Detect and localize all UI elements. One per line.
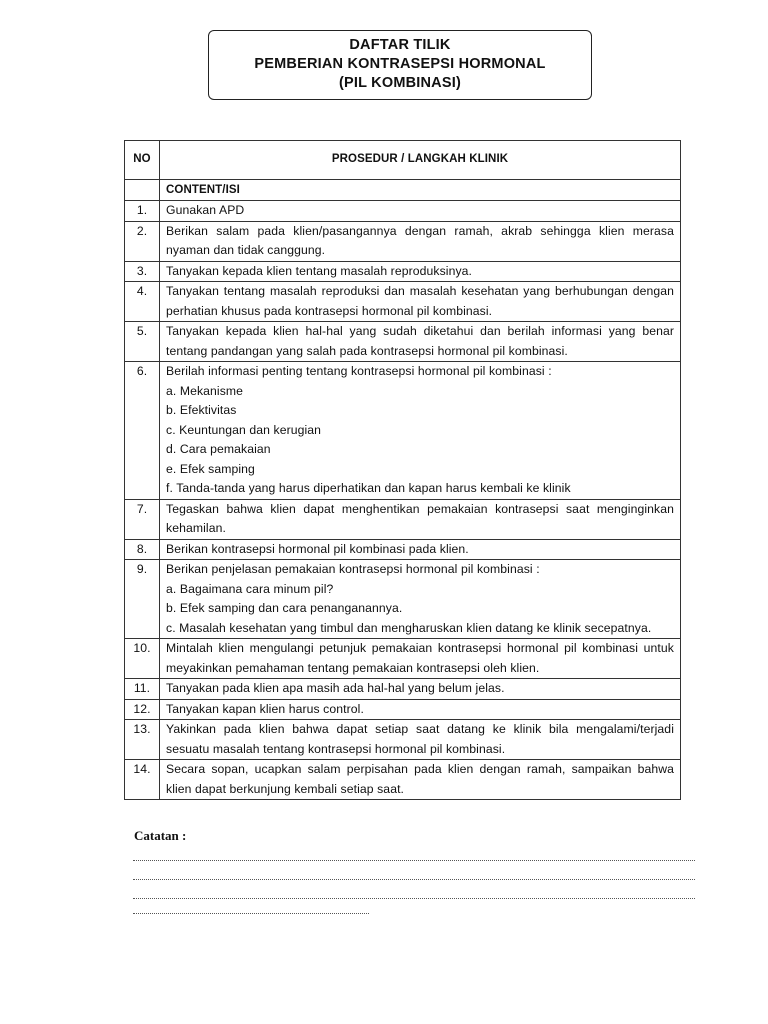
row-number: 8. — [125, 539, 160, 560]
procedure-text: Berikan kontrasepsi hormonal pil kombinasi pada klien. — [166, 541, 469, 556]
table-row — [125, 282, 681, 322]
row-procedure — [160, 679, 681, 700]
notes-line-4 — [133, 913, 369, 914]
procedure-text: Tanyakan kepada klien hal-hal yang sudah diketahui dan berilah informasi yang benar tentang pandangan yang salah pada kontrasepsi hormonal pil kombinasi. — [166, 324, 674, 358]
title-line-2: PEMBERIAN KONTRASEPSI HORMONAL — [254, 56, 546, 72]
procedure-subitem: b. Efektivitas — [166, 403, 237, 417]
row-number: 14. — [125, 760, 160, 800]
row-number: 12. — [125, 699, 160, 720]
procedure-subitem: a. Mekanisme — [166, 383, 244, 398]
procedure-text: Tanyakan pada klien apa masih ada hal-hal yang belum jelas. — [166, 681, 505, 695]
notes-label: Catatan : — [134, 828, 187, 843]
procedure-text: Tegaskan bahwa klien dapat menghentikan pemakaian kontrasepsi saat menginginkan kehamilan. — [166, 501, 674, 535]
table-row — [125, 201, 681, 222]
row-procedure — [160, 221, 681, 261]
row-procedure — [160, 261, 681, 282]
row-procedure — [160, 720, 681, 760]
notes-line-3 — [133, 898, 695, 899]
content-no-cell — [125, 180, 160, 201]
procedure-text: Berilah informasi penting tentang kontrasepsi hormonal pil kombinasi : — [166, 364, 552, 378]
table-row — [125, 322, 681, 362]
row-procedure — [160, 322, 681, 362]
procedure-text: Berikan salam pada klien/pasangannya dengan ramah, akrab sehingga klien merasa nyaman dan tidak canggung. — [166, 223, 674, 257]
document-title-box — [208, 30, 592, 100]
checklist-table — [124, 140, 681, 800]
procedure-subitem: e. Efek samping — [166, 461, 255, 476]
row-procedure — [160, 760, 681, 800]
row-number: 9. — [125, 560, 160, 639]
row-number: 5. — [125, 322, 160, 362]
procedure-text: Tanyakan kapan klien harus control. — [166, 701, 364, 716]
procedure-text: Tanyakan tentang masalah reproduksi dan masalah kesehatan yang berhubungan dengan perhatian khusus pada kontrasepsi hormonal pil kombinasi. — [166, 284, 674, 318]
procedure-text: Mintalah klien mengulangi petunjuk pemakaian kontrasepsi hormonal pil kombinasi untuk meyakinkan pemahaman tentang pemakaian kontrasepsi oleh klien. — [166, 641, 674, 675]
table-row — [125, 679, 681, 700]
table-row — [125, 362, 681, 500]
procedure-subitem: f. Tanda-tanda yang harus diperhatikan dan kapan harus kembali ke klinik — [166, 481, 571, 495]
row-number: 13. — [125, 720, 160, 760]
procedure-text: Gunakan APD — [166, 203, 245, 217]
notes-line-2 — [133, 879, 695, 880]
table-row — [125, 639, 681, 679]
row-procedure — [160, 539, 681, 560]
title-line-3: (PIL KOMBINASI) — [339, 75, 461, 91]
content-section-row — [125, 180, 681, 201]
header-no: NO — [125, 141, 160, 180]
header-procedure: PROSEDUR / LANGKAH KLINIK — [160, 141, 681, 180]
table-row — [125, 261, 681, 282]
table-row — [125, 699, 681, 720]
table-row — [125, 560, 681, 639]
title-line-1: DAFTAR TILIK — [349, 37, 451, 53]
row-number: 11. — [125, 679, 160, 700]
row-procedure — [160, 201, 681, 222]
table-row — [125, 760, 681, 800]
procedure-text: Berikan penjelasan pemakaian kontrasepsi hormonal pil kombinasi : — [166, 562, 540, 576]
notes-line-1 — [133, 860, 695, 861]
table-row — [125, 539, 681, 560]
row-procedure — [160, 639, 681, 679]
procedure-subitem: d. Cara pemakaian — [166, 442, 271, 456]
procedure-text: Secara sopan, ucapkan salam perpisahan pada klien dengan ramah, sampaikan bahwa klien dapat berkunjung kembali setiap saat. — [166, 762, 674, 796]
row-procedure — [160, 282, 681, 322]
procedure-subitem: c. Masalah kesehatan yang timbul dan mengharuskan klien datang ke klinik secepatnya. — [166, 620, 652, 635]
row-number: 7. — [125, 499, 160, 539]
row-number: 10. — [125, 639, 160, 679]
procedure-text: Tanyakan kepada klien tentang masalah reproduksinya. — [166, 263, 473, 278]
table-row — [125, 221, 681, 261]
row-procedure — [160, 560, 681, 639]
table-row — [125, 499, 681, 539]
row-procedure — [160, 362, 681, 500]
row-number: 6. — [125, 362, 160, 500]
table-header-row — [125, 141, 681, 180]
procedure-subitem: a. Bagaimana cara minum pil? — [166, 581, 334, 596]
row-procedure — [160, 499, 681, 539]
row-procedure — [160, 699, 681, 720]
row-number: 3. — [125, 261, 160, 282]
row-number: 4. — [125, 282, 160, 322]
row-number: 2. — [125, 221, 160, 261]
procedure-subitem: b. Efek samping dan cara penanganannya. — [166, 601, 403, 615]
content-label: CONTENT/ISI — [160, 180, 681, 201]
procedure-text: Yakinkan pada klien bahwa dapat setiap saat datang ke klinik bila mengalami/terjadi sesuatu masalah tentang kontrasepsi hormonal pil kombinasi. — [166, 722, 674, 756]
table-row — [125, 720, 681, 760]
row-number: 1. — [125, 201, 160, 222]
procedure-subitem: c. Keuntungan dan kerugian — [166, 422, 322, 437]
